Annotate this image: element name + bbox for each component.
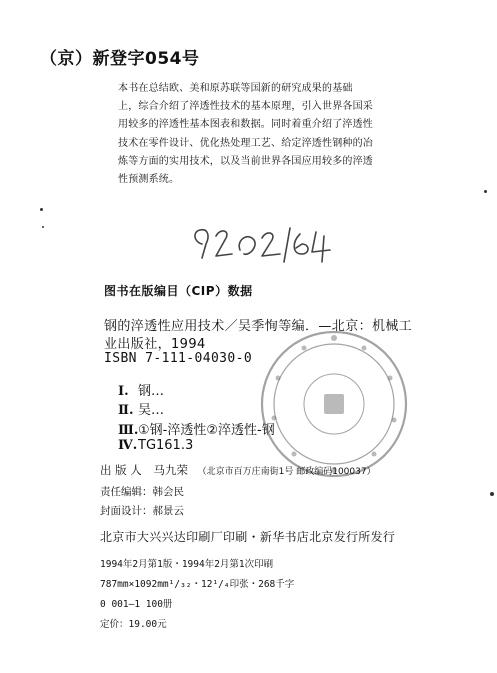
edition-line: 1994年2月第1版・1994年2月第1次印刷 [100,559,274,570]
classification-row [118,419,275,438]
library-stamp [258,328,410,480]
classification-row [118,399,164,418]
classification-text: 吴… [138,403,165,418]
speck [484,190,487,193]
registration-number: （京）新登字054号 [40,49,200,69]
handwritten-call-number [188,222,338,270]
classification-number: Ⅳ. [118,438,138,453]
intro-line: 炼等方面的实用技术，以及当前世界各国应用较多的淬透 [118,155,373,167]
cover-designer-line: 封面设计：郝景云 [100,505,184,517]
classification-number: Ⅰ. [118,384,129,399]
classification-number: Ⅲ. [118,423,139,438]
publisher-address: （北京市百万庄南街1号 邮政编码100037） [197,467,376,477]
intro-line: 用较多的淬透性基本图表和数据。同时着重介绍了淬透性 [118,119,373,131]
classification-row [118,380,164,399]
intro-line: 上，综合介绍了淬透性技术的基本原理，引入世界各国采 [118,101,373,113]
intro-line: 性预测系统。 [118,174,180,186]
classification-text: TG161.3 [138,438,194,453]
isbn: ISBN 7-111-04030-0 [104,351,253,366]
speck [490,492,494,496]
price-line: 定价：19.00元 [100,619,167,630]
speck [42,226,44,228]
publisher-label: 出 版 人 [100,463,142,477]
printer-line: 北京市大兴兴达印刷厂印刷・新华书店北京发行所发行 [100,530,396,544]
cip-heading: 图书在版编目（CIP）数据 [104,284,253,298]
classification-row [118,438,193,453]
editor-line: 责任编辑：韩会民 [100,486,184,498]
publisher-name: 马九荣 [153,463,188,477]
intro-line: 本书在总结欧、美和原苏联等国新的研究成果的基础 [118,83,353,94]
print-run-line: 0 001—1 100册 [100,599,173,610]
format-line: 787mm×1092mm¹/₃₂・12¹/₄印张・268千字 [100,579,295,590]
publisher-line [100,462,376,478]
speck [40,208,43,211]
classification-text: 钢… [138,384,165,399]
intro-paragraph [118,80,436,189]
intro-line: 技术在零件设计、优化热处理工艺、给定淬透性钢种的冶 [118,137,373,149]
cip-title-line: 业出版社，1994 [104,337,206,352]
cip-title-line: 钢的淬透性应用技术／吴季恂等编．—北京：机械工 [104,319,413,334]
classification-number: Ⅱ. [118,403,134,418]
classification-text: ①钢-淬透性②淬透性-钢 [138,423,275,438]
